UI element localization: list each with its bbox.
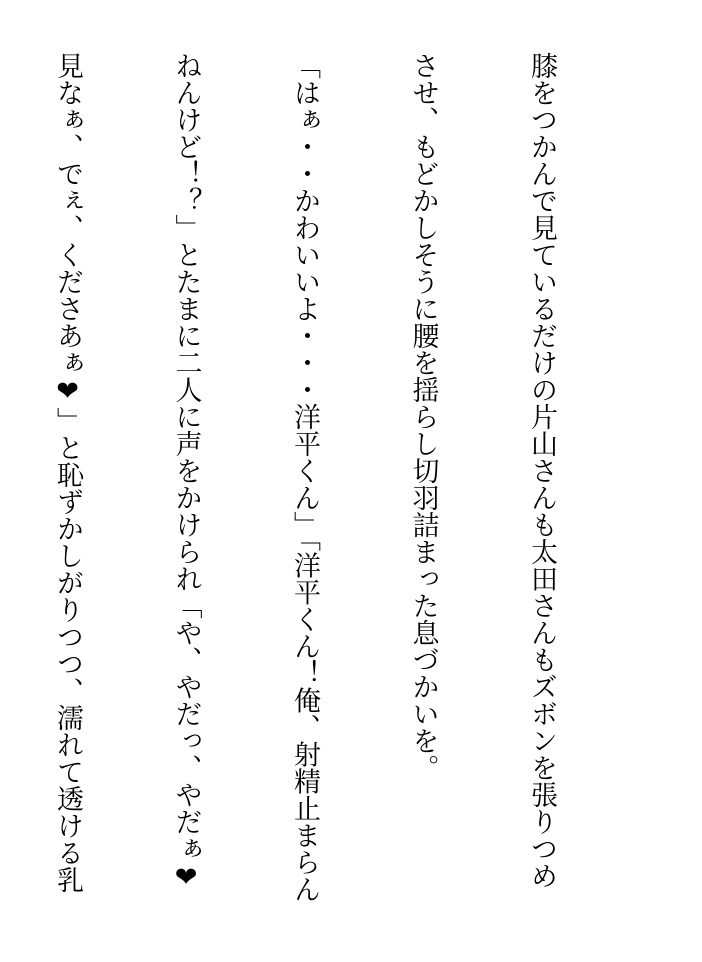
text-column: 見なぁ、でぇ、くださあぁ❤」と恥ずかしがりつつ、濡れて透ける乳	[52, 52, 83, 893]
vertical-text-body	[0, 52, 640, 932]
text-column: 膝をつかんで見ているだけの片山さんも太田さんもズボンを張りつめ	[526, 52, 557, 889]
text-column: させ、もどかしそうに腰を揺らし切羽詰まった息づかいを。	[407, 52, 439, 781]
text-column: 「はぁ・・かわいいよ・・・洋平くん」「洋平くん！俺、射精止まらん	[289, 52, 320, 903]
text-column: ねんけど！？」とたまに二人に声をかけられ「や、やだっ、やだぁ❤	[170, 52, 202, 893]
